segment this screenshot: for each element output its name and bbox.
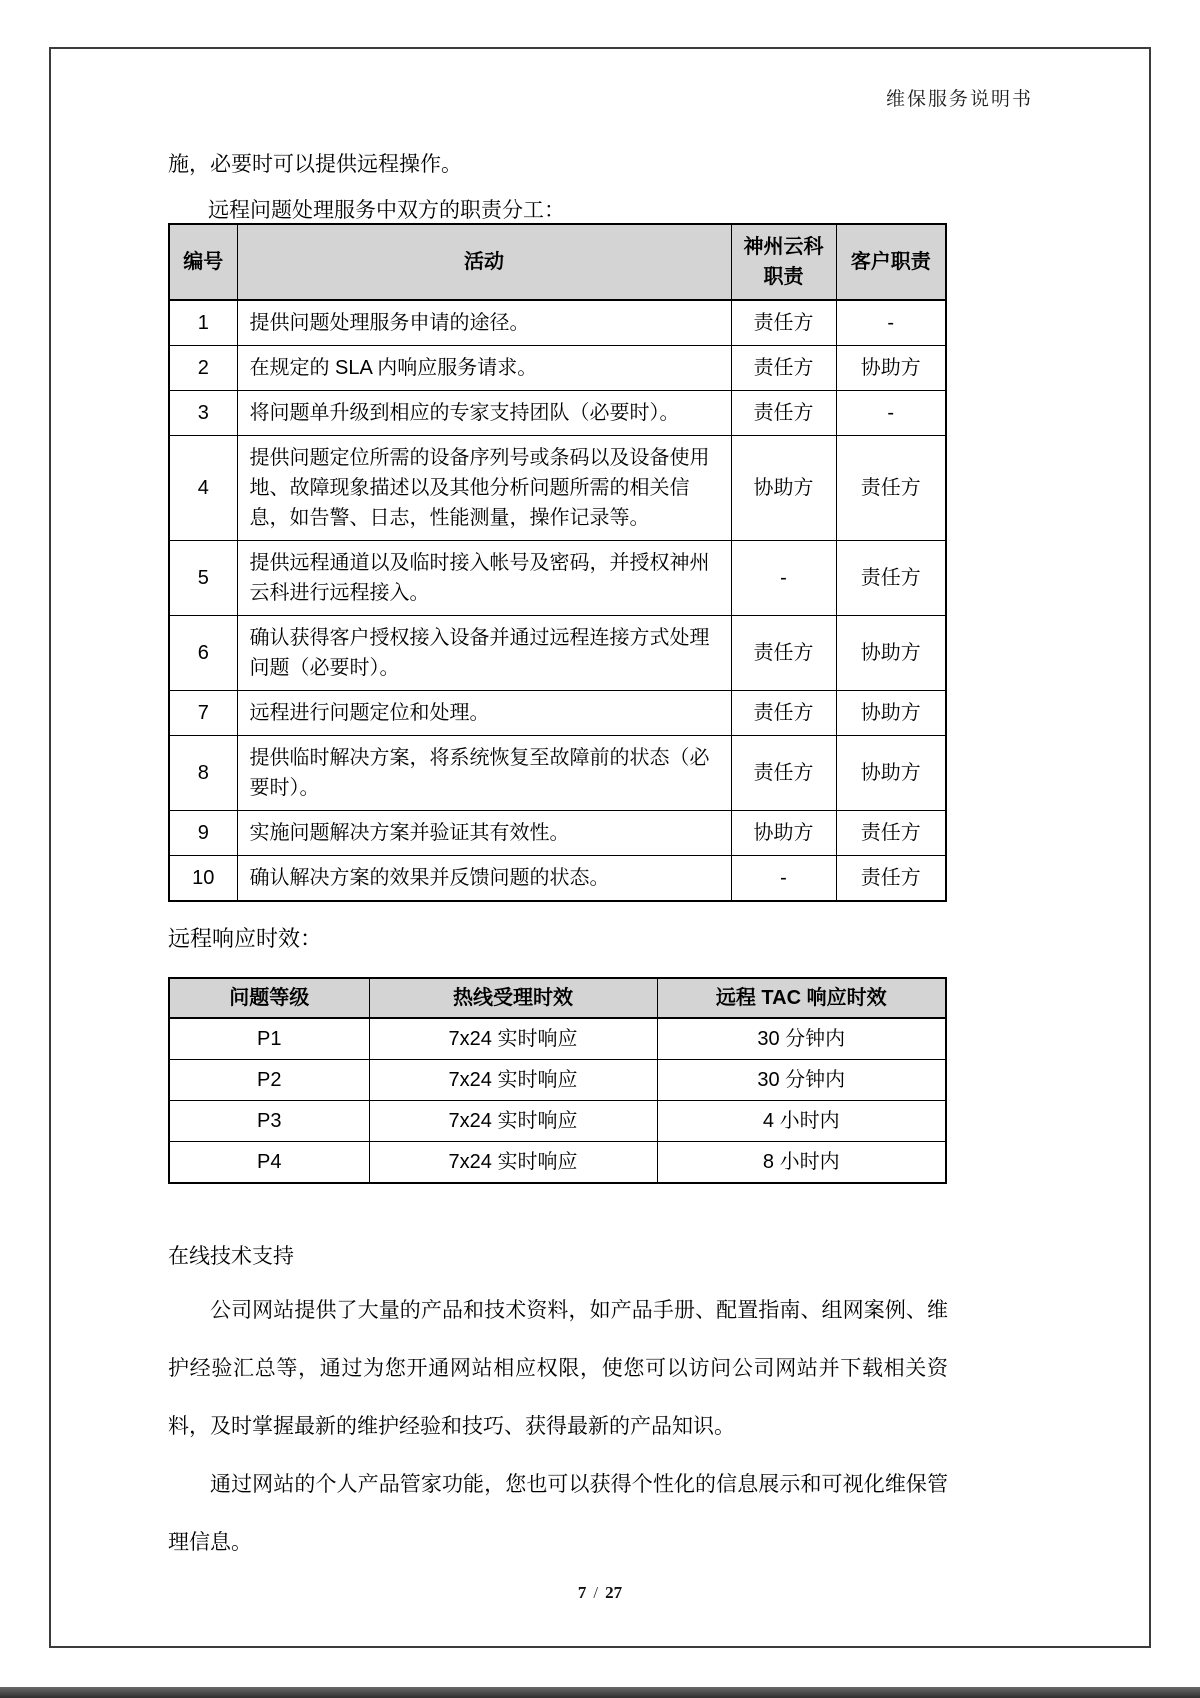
cell-customer: -	[836, 391, 946, 436]
cell-dcn: 责任方	[731, 691, 836, 736]
cell-tac: 4 小时内	[657, 1101, 946, 1142]
cell-customer: 责任方	[836, 436, 946, 541]
cell-no: 4	[169, 436, 237, 541]
cell-level: P1	[169, 1018, 369, 1060]
cell-no: 8	[169, 736, 237, 811]
table-row	[169, 811, 946, 856]
cell-activity: 提供临时解决方案，将系统恢复至故障前的状态（必要时）。	[237, 736, 731, 811]
cell-activity: 将问题单升级到相应的专家支持团队（必要时）。	[237, 391, 731, 436]
response-time-table	[168, 977, 947, 1184]
table-row	[169, 541, 946, 616]
cell-level: P4	[169, 1142, 369, 1184]
table-row	[169, 391, 946, 436]
cell-dcn: 协助方	[731, 436, 836, 541]
page-number-separator: /	[593, 1583, 599, 1602]
document-header-title: 维保服务说明书	[885, 89, 1033, 110]
bottom-edge-bar	[0, 1687, 1200, 1698]
cell-customer: 责任方	[836, 811, 946, 856]
cell-hotline: 7x24 实时响应	[369, 1060, 657, 1101]
table-row	[169, 1060, 946, 1101]
header-cell-no: 编号	[169, 224, 237, 300]
cell-customer: 协助方	[836, 346, 946, 391]
header-cell-remote-tac-sla: 远程 TAC 响应时效	[657, 978, 946, 1018]
cell-activity: 提供问题定位所需的设备序列号或条码以及设备使用地、故障现象描述以及其他分析问题所需的相关信息，如告警、日志，性能测量，操作记录等。	[237, 436, 731, 541]
cell-customer: 协助方	[836, 616, 946, 691]
cell-customer: 协助方	[836, 736, 946, 811]
table-row	[169, 1018, 946, 1060]
table-row	[169, 856, 946, 902]
cell-dcn: -	[731, 541, 836, 616]
cell-dcn: 责任方	[731, 346, 836, 391]
cell-activity: 实施问题解决方案并验证其有效性。	[237, 811, 731, 856]
table-row	[169, 736, 946, 811]
header-cell-activity: 活动	[237, 224, 731, 300]
header-dcn-line2: 职责	[763, 266, 804, 288]
table-row	[169, 346, 946, 391]
table-row	[169, 1142, 946, 1184]
header-dcn-line1: 神州云科	[743, 236, 824, 258]
cell-dcn: 责任方	[731, 616, 836, 691]
response-time-heading: 远程响应时效：	[168, 926, 323, 951]
cell-dcn: 责任方	[731, 300, 836, 346]
header-cell-problem-level: 问题等级	[169, 978, 369, 1018]
table-row	[169, 436, 946, 541]
cell-activity: 远程进行问题定位和处理。	[237, 691, 731, 736]
header-cell-customer-duty: 客户职责	[836, 224, 946, 300]
table-header-row	[169, 224, 946, 300]
cell-customer: -	[836, 300, 946, 346]
cell-no: 10	[169, 856, 237, 902]
cell-no: 5	[169, 541, 237, 616]
cell-activity: 在规定的 SLA 内响应服务请求。	[237, 346, 731, 391]
page-footer	[0, 1583, 1200, 1603]
online-support-body	[168, 1282, 948, 1572]
page-number: 7	[577, 1583, 587, 1602]
cell-tac: 30 分钟内	[657, 1060, 946, 1101]
table-row	[169, 691, 946, 736]
cell-activity: 确认解决方案的效果并反馈问题的状态。	[237, 856, 731, 902]
cell-hotline: 7x24 实时响应	[369, 1018, 657, 1060]
responsibility-intro: 远程问题处理服务中双方的职责分工：	[208, 199, 565, 222]
cell-customer: 责任方	[836, 541, 946, 616]
cell-activity: 提供问题处理服务申请的途径。	[237, 300, 731, 346]
intro-paragraph: 施，必要时可以提供远程操作。	[168, 153, 462, 176]
table-row	[169, 300, 946, 346]
cell-dcn: 责任方	[731, 391, 836, 436]
page-total: 27	[605, 1583, 623, 1602]
cell-no: 1	[169, 300, 237, 346]
online-support-paragraph-2: 通过网站的个人产品管家功能，您也可以获得个性化的信息展示和可视化维保管理信息。	[168, 1473, 948, 1554]
header-cell-dcn-duty	[731, 224, 836, 300]
table-header-row	[169, 978, 946, 1018]
cell-activity: 确认获得客户授权接入设备并通过远程连接方式处理问题（必要时）。	[237, 616, 731, 691]
cell-no: 6	[169, 616, 237, 691]
header-cell-hotline-sla: 热线受理时效	[369, 978, 657, 1018]
cell-activity: 提供远程通道以及临时接入帐号及密码，并授权神州云科进行远程接入。	[237, 541, 731, 616]
cell-tac: 30 分钟内	[657, 1018, 946, 1060]
cell-tac: 8 小时内	[657, 1142, 946, 1184]
cell-dcn: -	[731, 856, 836, 902]
cell-dcn: 责任方	[731, 736, 836, 811]
table-row	[169, 616, 946, 691]
cell-no: 3	[169, 391, 237, 436]
cell-no: 2	[169, 346, 237, 391]
cell-hotline: 7x24 实时响应	[369, 1142, 657, 1184]
cell-customer: 协助方	[836, 691, 946, 736]
cell-no: 7	[169, 691, 237, 736]
cell-level: P3	[169, 1101, 369, 1142]
online-support-paragraph-1: 公司网站提供了大量的产品和技术资料，如产品手册、配置指南、组网案例、维护经验汇总等，通过为您开通网站相应权限，使您可以访问公司网站并下载相关资料，及时掌握最新的维护经验和技巧、获得最新的产品知识。	[168, 1299, 948, 1438]
table-row	[169, 1101, 946, 1142]
cell-dcn: 协助方	[731, 811, 836, 856]
responsibility-table	[168, 223, 947, 902]
cell-level: P2	[169, 1060, 369, 1101]
cell-no: 9	[169, 811, 237, 856]
cell-hotline: 7x24 实时响应	[369, 1101, 657, 1142]
online-support-heading: 在线技术支持	[168, 1245, 294, 1268]
cell-customer: 责任方	[836, 856, 946, 902]
